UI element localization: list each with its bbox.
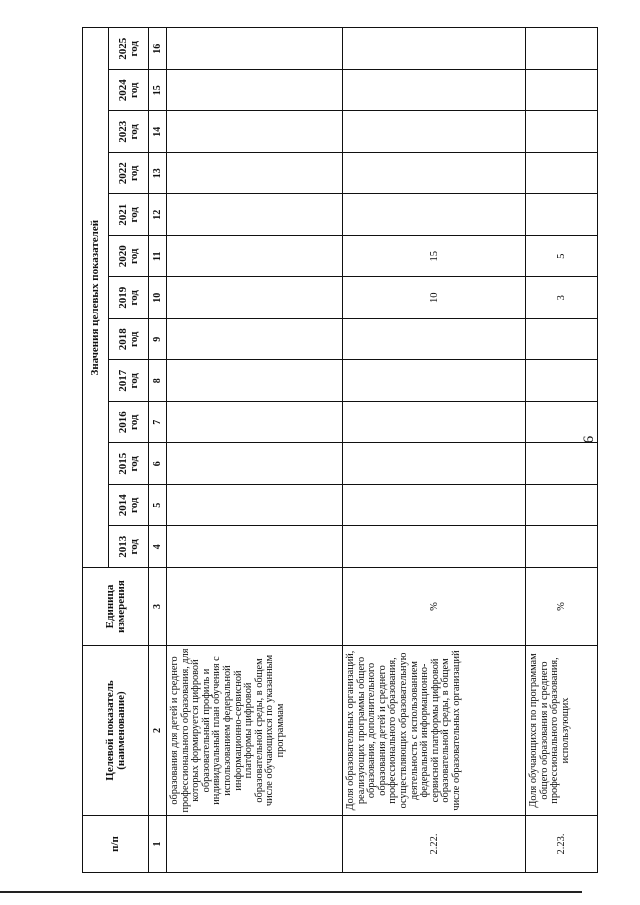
header-year: 2022 год [109, 153, 149, 195]
row-value [343, 319, 526, 361]
row-unit [167, 568, 343, 646]
column-number: 10 [149, 277, 167, 319]
header-row-numbers [149, 28, 167, 873]
header-year: 2021 год [109, 194, 149, 236]
header-unit: Единица измерения [83, 568, 149, 646]
column-number: 5 [149, 485, 167, 527]
row-value [167, 194, 343, 236]
row-value [526, 443, 598, 485]
column-number: 13 [149, 153, 167, 195]
row-value [343, 485, 526, 527]
column-number: 15 [149, 70, 167, 112]
header-year: 2025 год [109, 28, 149, 70]
row-value [167, 277, 343, 319]
row-value: 15 [343, 236, 526, 278]
row-value [526, 70, 598, 112]
rotated-table-wrapper [82, 28, 577, 873]
table-row [526, 28, 598, 873]
row-value [526, 485, 598, 527]
row-value [343, 443, 526, 485]
row-pn [167, 816, 343, 873]
row-value [526, 28, 598, 70]
row-value [343, 360, 526, 402]
table-row [167, 28, 343, 873]
row-value [343, 402, 526, 444]
table-row [343, 28, 526, 873]
header-year: 2020 год [109, 236, 149, 278]
header-year: 2013 год [109, 526, 149, 568]
column-number: 16 [149, 28, 167, 70]
header-row-1 [83, 28, 109, 873]
row-value [526, 153, 598, 195]
header-year: 2016 год [109, 402, 149, 444]
column-number: 7 [149, 402, 167, 444]
header-year: 2018 год [109, 319, 149, 361]
header-year: 2023 год [109, 111, 149, 153]
column-number: 11 [149, 236, 167, 278]
row-unit: % [526, 568, 598, 646]
column-number: 3 [149, 568, 167, 646]
row-value [526, 111, 598, 153]
column-number: 4 [149, 526, 167, 568]
row-value [526, 402, 598, 444]
row-value [167, 111, 343, 153]
row-name: Доля обучающихся по программам общего образования и среднего профессионального образования, использующих [526, 646, 598, 816]
header-year: 2017 год [109, 360, 149, 402]
column-number: 6 [149, 443, 167, 485]
column-number: 8 [149, 360, 167, 402]
row-value [167, 360, 343, 402]
row-value [343, 111, 526, 153]
row-value [167, 236, 343, 278]
row-value [167, 402, 343, 444]
column-number: 1 [149, 816, 167, 873]
row-value [167, 70, 343, 112]
row-unit: % [343, 568, 526, 646]
header-name: Целевой показатель (наименование) [83, 646, 149, 816]
row-value [343, 526, 526, 568]
row-value [167, 319, 343, 361]
row-value: 3 [526, 277, 598, 319]
row-value [343, 153, 526, 195]
row-value [167, 526, 343, 568]
column-number: 12 [149, 194, 167, 236]
header-values-group: Значения целевых показателей [83, 28, 109, 568]
row-value [343, 70, 526, 112]
page-bottom-rule [0, 891, 582, 893]
column-number: 14 [149, 111, 167, 153]
row-value: 10 [343, 277, 526, 319]
row-pn: 2.23. [526, 816, 598, 873]
header-year: 2019 год [109, 277, 149, 319]
row-value [167, 443, 343, 485]
page-number: 9 [579, 435, 596, 444]
header-year: 2014 год [109, 485, 149, 527]
row-value [526, 194, 598, 236]
row-name: образования для детей и среднего профессионального образования, для которых формируется цифровой образовательный профиль и индивидуальный план обучения с использованием федеральной информационно-сервисной платформы цифровой образовательной среды, в общем числе обучающихся по указанным программам [167, 646, 343, 816]
header-year: 2024 год [109, 70, 149, 112]
row-value [526, 360, 598, 402]
row-value [343, 194, 526, 236]
row-value [167, 153, 343, 195]
column-number: 2 [149, 646, 167, 816]
header-year: 2015 год [109, 443, 149, 485]
targets-table [82, 27, 598, 873]
row-value [167, 28, 343, 70]
row-name: Доля образовательных организаций, реализующих программы общего образования, дополнительного образования детей и среднего профессионального образования, осуществляющих образовательную деятельность с использованием федеральной информационно-сервисной платформы цифровой образовательной среды, в общем числе образовательных организаций [343, 646, 526, 816]
header-pn: п/п [83, 816, 149, 873]
row-value: 5 [526, 236, 598, 278]
row-value [526, 319, 598, 361]
column-number: 9 [149, 319, 167, 361]
row-value [167, 485, 343, 527]
row-value [343, 28, 526, 70]
row-value [526, 526, 598, 568]
row-pn: 2.22. [343, 816, 526, 873]
